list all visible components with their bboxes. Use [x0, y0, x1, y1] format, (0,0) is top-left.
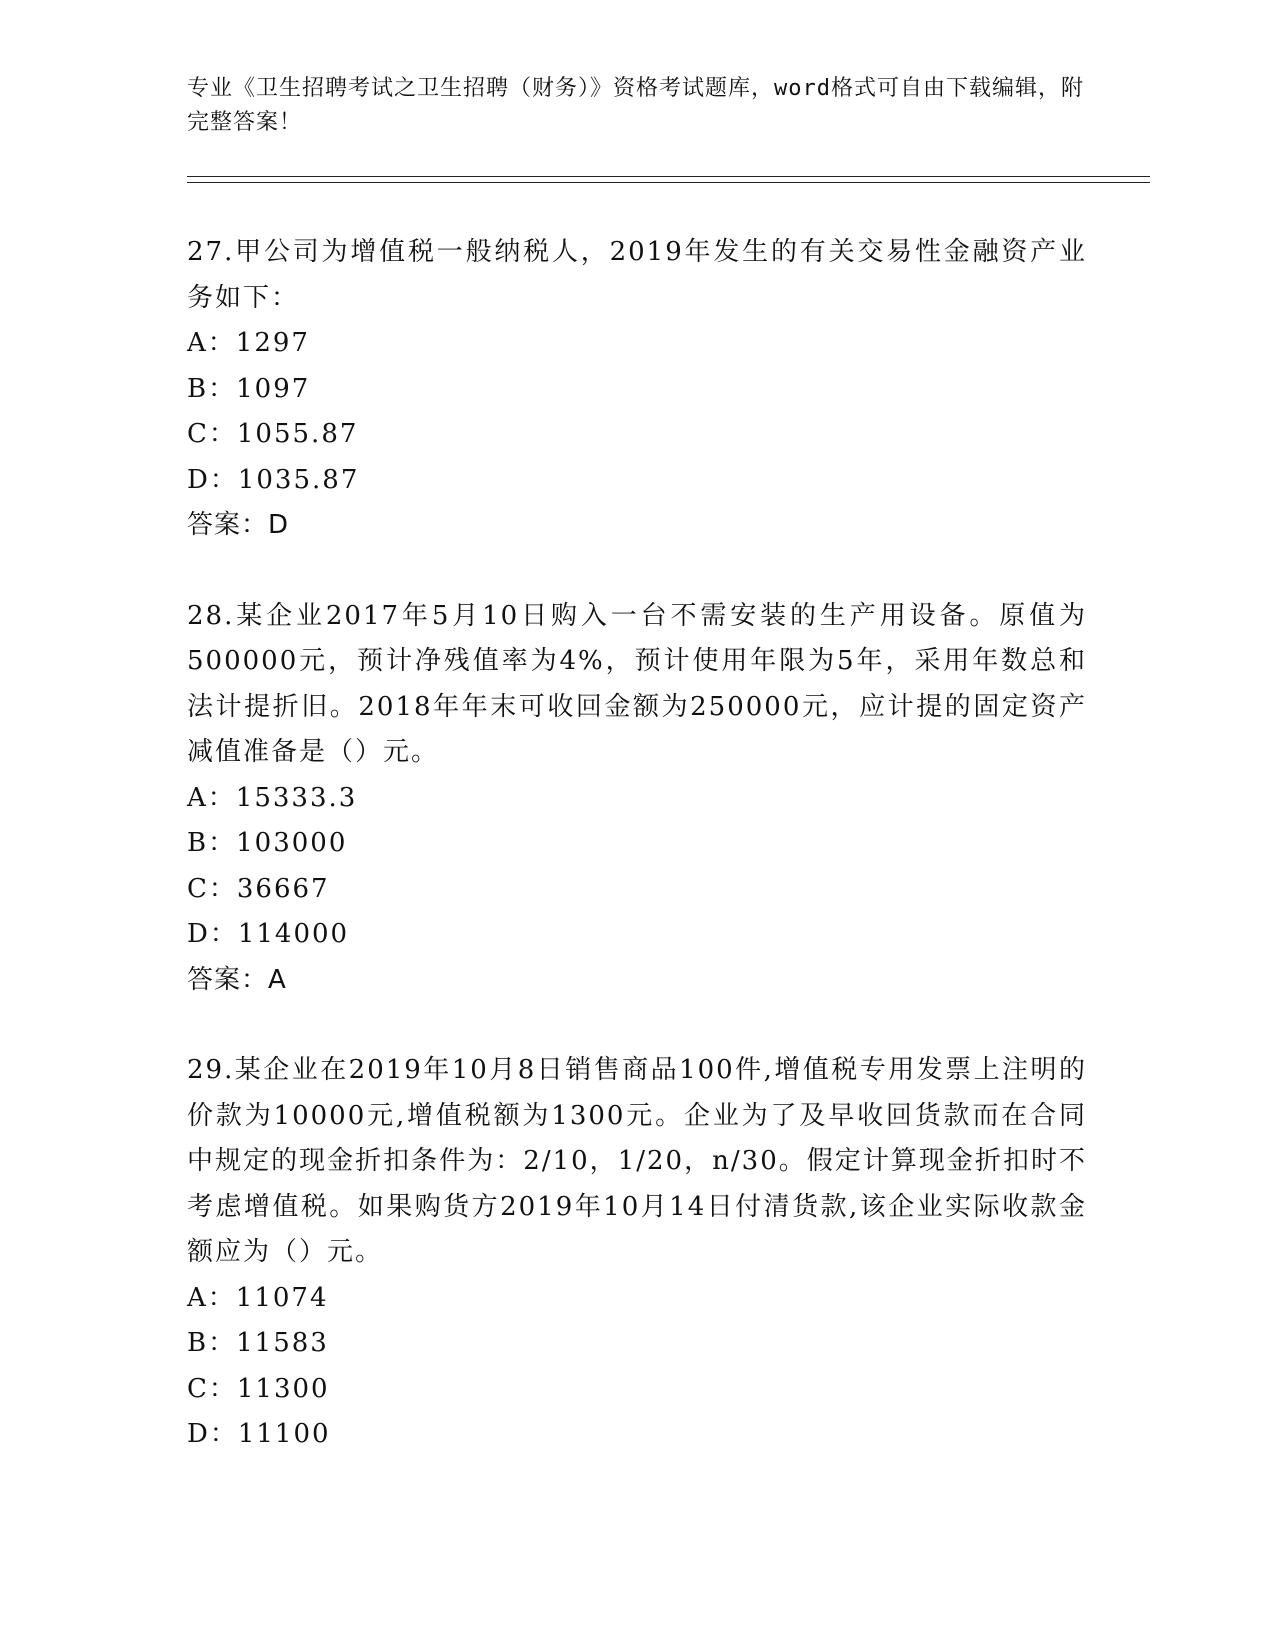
option-c: C：1055.87	[187, 419, 359, 449]
question-list	[187, 230, 1087, 1458]
question-28	[187, 594, 1087, 1004]
option-d: D：1035.87	[187, 464, 360, 495]
answer-label: 答案：A	[187, 964, 287, 995]
option-b: B：11583	[187, 1328, 329, 1358]
option-d: D：114000	[187, 919, 350, 949]
question-27	[187, 230, 1087, 549]
option-c: C：11300	[187, 1373, 330, 1404]
spacer	[187, 1003, 1087, 1048]
option-d: D：11100	[187, 1419, 331, 1449]
option-a: A：1297	[187, 328, 310, 358]
option-a: A：15333.3	[187, 782, 358, 813]
answer-label: 答案：D	[187, 510, 290, 540]
option-c: C：36667	[187, 873, 330, 904]
question-29	[187, 1048, 1087, 1458]
option-b: B：103000	[187, 828, 348, 858]
header-divider-top	[187, 176, 1150, 177]
spacer	[187, 549, 1087, 594]
option-b: B：1097	[187, 373, 311, 404]
question-text: 28.某企业2017年5月10日购入一台不需安装的生产用设备。原值为500000元，预计净残值率为4%，预计使用年限为5年，采用年数总和法计提折旧。2018年年末可收回金额为250000元，应计提的固定资产减值准备是（）元。	[187, 600, 1087, 767]
question-text: 29.某企业在2019年10月8日销售商品100件,增值税专用发票上注明的价款为10000元,增值税额为1300元。企业为了及早收回货款而在合同中规定的现金折扣条件为：2/10，1/20，n/30。假定计算现金折扣时不考虑增值税。如果购货方2019年10月14日付清货款,该企业实际收款金额应为（）元。	[187, 1055, 1087, 1267]
document-header: 专业《卫生招聘考试之卫生招聘（财务）》资格考试题库，word格式可自由下载编辑，附完整答案！	[187, 76, 1084, 135]
question-text: 27.甲公司为增值税一般纳税人，2019年发生的有关交易性金融资产业务如下：	[187, 237, 1087, 313]
option-a: A：11074	[187, 1282, 329, 1313]
header-divider-bottom	[187, 182, 1150, 183]
